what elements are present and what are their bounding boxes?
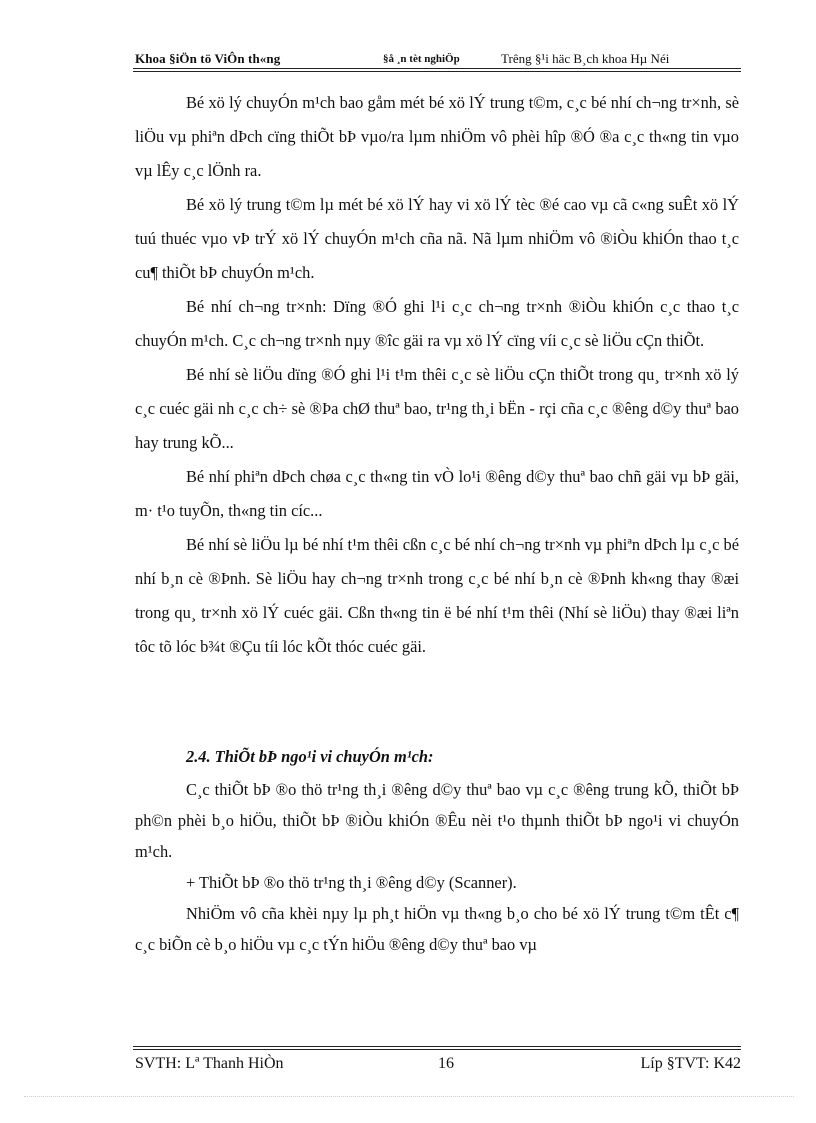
- footer-rule-thin: [133, 1049, 741, 1050]
- header-rule-thick: [133, 68, 741, 69]
- body-paragraph-1: Bé xö lý chuyÓn m¹ch bao gåm mét bé xö lÝ trung t©m, c¸c bé nhí ch¬ng tr×nh, sè liÖu vµ phiªn dÞch cïng thiÕt bÞ vµo/ra lµm nhiÖm vô phèi hîp ®Ó ®a c¸c th«ng tin vµo vµ lÊy c¸c lÖnh ra.: [135, 93, 739, 180]
- page-footer: [133, 1054, 741, 1076]
- body-paragraph-2: Bé xö lý trung t©m lµ mét bé xö lÝ hay vi xö lÝ tèc ®é cao vµ cã c«ng suÊt xö lÝ tuú thuéc vµo vÞ trÝ xö lÝ chuyÓn m¹ch cña nã. Nã lµm nhiÖm vô ®iÒu khiÓn thao t¸c cu¶ thiÕt bÞ chuyÓn m¹ch.: [135, 195, 739, 282]
- page-body: [135, 86, 739, 960]
- header-university: Trêng §¹i häc B¸ch khoa Hµ Néi: [501, 51, 670, 66]
- body-paragraph-6: Bé nhí sè liÖu lµ bé nhí t¹m thêi cßn c¸c bé nhí ch¬ng tr×nh vµ phiªn dÞch lµ c¸c bé nhí b¸n cè ®Þnh. Sè liÖu hay ch¬ng tr×nh trong c¸c bé nhí b¸n cè ®Þnh kh«ng thay ®æi trong qu¸ tr×nh xö lÝ cuéc gäi. Cßn th«ng tin ë bé nhí t¹m thêi (Nhí sè liÖu) thay ®æi liªn tôc tõ lóc b¾t ®Çu tíi lóc kÕt thóc cuéc gäi.: [135, 535, 739, 656]
- body-paragraph-3: Bé nhí ch¬ng tr×nh: Dïng ®Ó ghi l¹i c¸c ch¬ng tr×nh ®iÒu khiÓn c¸c thao t¸c chuyÓn m¹ch. C¸c ch¬ng tr×nh nµy ®îc gäi ra vµ xö lÝ cïng víi c¸c sè liÖu cÇn thiÕt.: [135, 297, 739, 350]
- footer-author: SVTH: Lª Thanh HiÒn: [135, 1055, 284, 1072]
- body-paragraph-5: Bé nhí phiªn dÞch chøa c¸c th«ng tin vÒ lo¹i ®êng d©y thuª bao chñ gäi vµ bÞ gäi, m· t¹o tuyÕn, th«ng tin cíc...: [135, 467, 739, 520]
- footer-class: Líp §TVT: K42: [640, 1055, 741, 1072]
- header-faculty: Khoa §iÖn tö ViÔn th«ng: [135, 51, 281, 66]
- section-paragraph-2: + ThiÕt bÞ ®o thö tr¹ng th¸i ®êng d©y (Scanner).: [186, 873, 517, 892]
- page-number: 16: [438, 1055, 454, 1072]
- footer-rule-thick: [133, 1046, 741, 1047]
- page-header: [133, 50, 741, 70]
- page-edge-divider: [24, 1096, 794, 1097]
- section-paragraph-3: NhiÖm vô cña khèi nµy lµ ph¸t hiÖn vµ th«ng b¸o cho bé xö lÝ trung t©m tÊt c¶ c¸c biÕn cè b¸o hiÖu vµ c¸c tÝn hiÖu ®êng d©y thuª bao vµ: [135, 904, 739, 954]
- section-spacer: [135, 664, 739, 740]
- section-heading: 2.4. ThiÕt bÞ ngo¹i vi chuyÓn m¹ch:: [186, 747, 434, 766]
- header-rule-thin: [133, 71, 741, 72]
- body-paragraph-4: Bé nhí sè liÖu dïng ®Ó ghi l¹i t¹m thêi c¸c sè liÖu cÇn thiÕt trong qu¸ tr×nh xö lý c¸c cuéc gäi nh c¸c ch÷ sè ®Þa chØ thuª bao, tr¹ng th¸i bËn - rçi cña c¸c ®êng d©y thuª bao hay trung kÕ...: [135, 365, 739, 452]
- section-paragraph-1: C¸c thiÕt bÞ ®o thö tr¹ng th¸i ®êng d©y thuª bao vµ c¸c ®êng trung kÕ, thiÕt bÞ ph©n phèi b¸o hiÖu, thiÕt bÞ ®iÒu khiÓn ®Êu nèi t¹o thµnh thiÕt bÞ ngo¹i vi chuyÓn m¹ch.: [135, 780, 739, 861]
- header-thesis: §å ¸n tèt nghiÖp: [383, 53, 460, 65]
